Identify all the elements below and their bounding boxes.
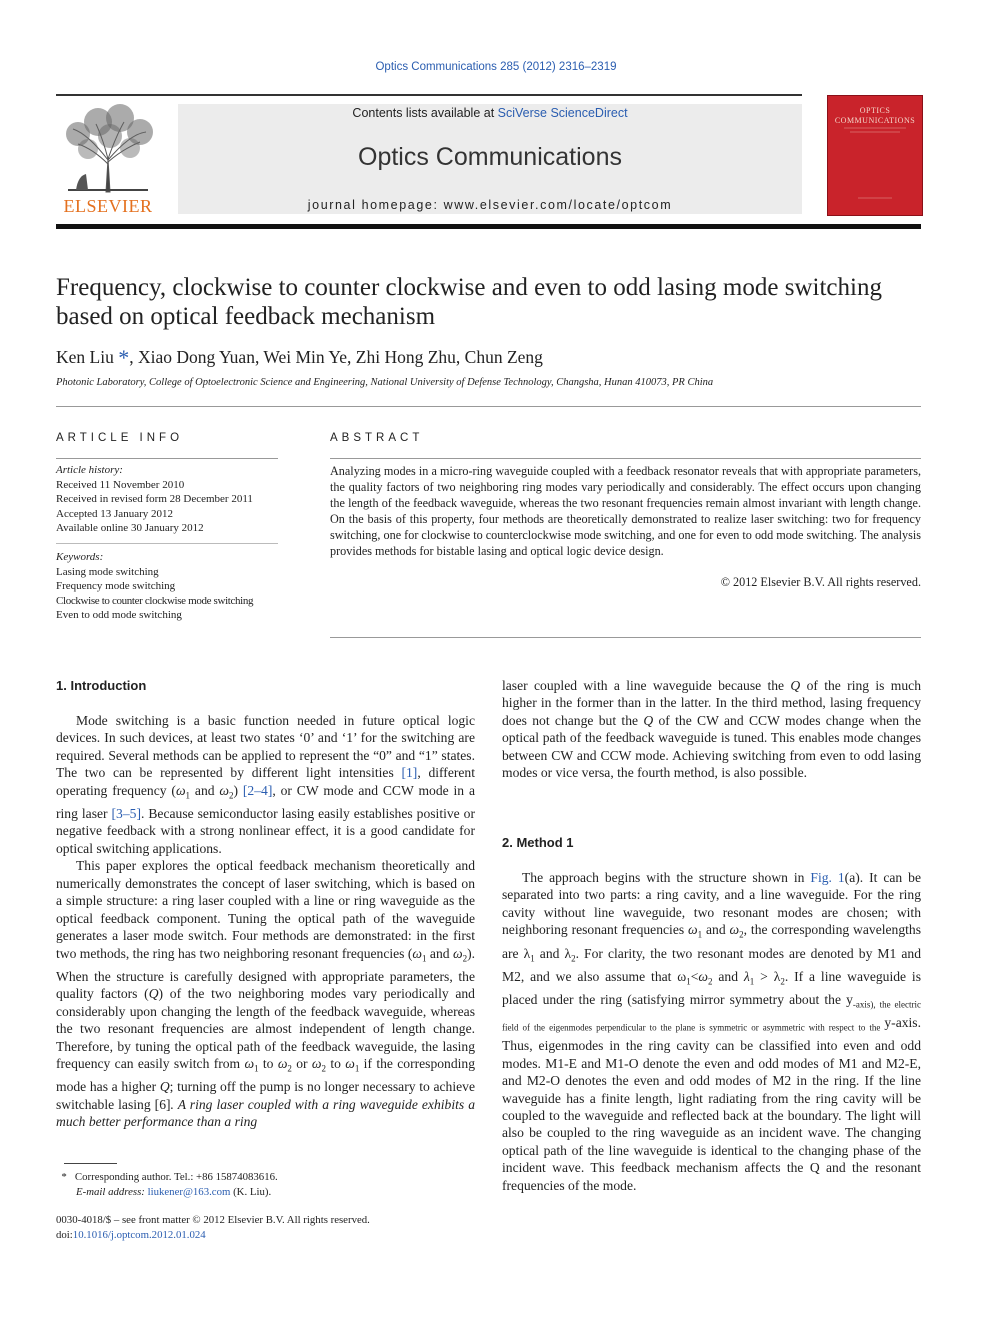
- math-symbol: ω: [412, 945, 423, 961]
- footnote-star: *: [61, 1171, 67, 1183]
- keywords: [56, 550, 286, 623]
- section-heading-method-1: 2. Method 1: [502, 835, 574, 850]
- math-symbol: Q: [159, 1079, 170, 1095]
- text-run: (a). It can be separated into two parts: a ring cavity, and a line waveguide. For the ring cavity without line waveguide, two resonant modes are chosen; with neighboring resonant frequencies: [502, 870, 921, 938]
- history-item: Accepted 13 January 2012: [56, 507, 173, 520]
- front-matter-line: 0030-4018/$ – see front matter © 2012 Elsevier B.V. All rights reserved.: [56, 1214, 370, 1226]
- subscript: 2: [287, 1063, 292, 1074]
- abstract-text: Analyzing modes in a micro-ring waveguide coupled with a feedback resonator reveals that with appropriate parameters, the quality factors of two neighboring ring modes vary periodically and considerably. The effect occurs upon changing the length of the feedback waveguide, whereas the two resonant frequencies remain almost invariant with length change. On the basis of this property, four methods are theoretically demonstrated to realize laser switching: two for frequency switching, one for clockwise to counterclockwise mode switching, and one for even to odd mode switching. The analysis provides methods for bistable lasing and optical logic device design.: [330, 464, 921, 558]
- email-note: [56, 1185, 486, 1200]
- text-run: . Because semiconductor lasing easily establishes positive or negative feedback with a strong nonlinear effect, it is a good candidate for optical switching applications.: [56, 805, 476, 856]
- text-run: , the corresponding wavelengths are: [502, 922, 921, 961]
- first-author[interactable]: Ken Liu: [56, 347, 114, 367]
- paragraph: [502, 869, 921, 1194]
- text-run: . If a line waveguide is placed under the ring (satisfying mirror symmetry about the: [502, 968, 921, 1007]
- contents-prefix: Contents lists available at: [352, 106, 498, 120]
- text-run: Q: [809, 1160, 820, 1176]
- journal-title[interactable]: Optics Communications: [358, 143, 622, 171]
- journal-cover-thumbnail[interactable]: [827, 95, 923, 216]
- body-column-left: [56, 712, 475, 1131]
- elsevier-tree-icon: [58, 104, 158, 194]
- article-info-heading: ARTICLE INFO: [56, 432, 184, 444]
- doi-line: [56, 1228, 486, 1243]
- section-heading-introduction: 1. Introduction: [56, 678, 147, 693]
- subscript: 2: [739, 930, 744, 941]
- paragraph: [56, 857, 475, 1130]
- keyword-item: Frequency mode switching: [56, 580, 176, 592]
- corresponding-text: Corresponding author. Tel.: +86 15874083616.: [74, 1171, 278, 1183]
- keyword-item: Lasing mode switching: [56, 565, 159, 578]
- abstract-copyright: © 2012 Elsevier B.V. All rights reserved.: [720, 575, 921, 589]
- text-run: to: [326, 1056, 346, 1072]
- math-symbol: ω: [219, 782, 230, 798]
- math-symbol: Q: [790, 678, 801, 693]
- body-column-right: [502, 677, 921, 782]
- abstract-bottom-rule: [330, 637, 921, 638]
- subscript: 1: [686, 976, 691, 987]
- article-info-rule: [56, 458, 278, 459]
- title-rule: [56, 406, 921, 407]
- math-symbol: ω: [311, 1056, 322, 1072]
- history-label: Article history:: [56, 464, 123, 476]
- email-label: E-mail address:: [76, 1186, 145, 1198]
- cover-title: [828, 106, 922, 126]
- article-history: [56, 463, 286, 536]
- math-symbol: λ: [743, 968, 750, 984]
- subscript: 1: [697, 930, 703, 941]
- text-run: >: [754, 968, 774, 984]
- text-run: and: [712, 968, 744, 984]
- text-run: laser coupled with a line waveguide because the: [502, 678, 791, 693]
- text-run: and: [702, 922, 730, 938]
- text-run: and: [190, 782, 220, 798]
- text-run: [6]: [154, 1096, 171, 1112]
- journal-homepage[interactable]: journal homepage: www.elsevier.com/locate/optcom: [307, 198, 673, 212]
- text-run: , or CW mode and CCW mode in a ring laser: [56, 782, 475, 821]
- math-symbol: ω: [688, 922, 698, 938]
- text-run: ) of the two neighboring modes vary periodically and considerably upon changing the length of the feedback waveguide, whereas the two resonant frequencies are almost independent of length change. Therefore, by tuning the optical path of the feedback waveguide, the lasing frequency can easily switch from: [56, 986, 475, 1072]
- text-run: and the resonant frequencies of the mode.: [502, 1160, 922, 1193]
- text-run: of the CW and CCW modes change when the optical path of the feedback waveguide is tuned. This enables mode changes between CW and CCW mode. Achieving switching from even to odd lasing modes or vice versa, the fourth method, is also possible.: [502, 712, 921, 781]
- text-run: of the ring is much higher in the former than in the latter. In the third method, lasing frequency does not change but the: [502, 678, 921, 728]
- cover-decoration-icon: [838, 126, 912, 206]
- text-run: y: [884, 1015, 892, 1031]
- subscript: 2: [708, 976, 713, 987]
- elsevier-wordmark: ELSEVIER: [63, 196, 153, 216]
- abstract-rule: [330, 458, 921, 459]
- text-run: ; turning off the pump is no longer necessary to achieve switchable lasing: [56, 1079, 475, 1112]
- text-run: and: [534, 945, 565, 961]
- text-run: λ: [773, 968, 781, 984]
- subscript: 1: [530, 953, 535, 964]
- subscript: 2: [571, 953, 576, 964]
- reference-link[interactable]: Fig. 1: [810, 870, 845, 885]
- text-run: ): [233, 782, 243, 798]
- math-symbol: . A ring laser coupled with a ring waveguide exhibits a much better performance than a ring: [56, 1096, 475, 1130]
- history-item: Received 11 November 2010: [56, 478, 185, 491]
- math-symbol: ω: [175, 782, 186, 798]
- math-symbol: ω: [277, 1056, 288, 1072]
- doi-link[interactable]: 10.1016/j.optcom.2012.01.024: [72, 1229, 206, 1241]
- paragraph: [56, 712, 475, 857]
- cover-title-line1: OPTICS: [859, 106, 891, 115]
- doi-label: doi:: [56, 1229, 73, 1241]
- subscript: 2: [462, 953, 468, 964]
- keyword-item: Clockwise to counter clockwise mode switching: [56, 594, 254, 607]
- subscript: 2: [780, 976, 785, 987]
- front-matter: [56, 1213, 486, 1243]
- text-run: y: [846, 991, 853, 1007]
- article-title: Frequency, clockwise to counter clockwise and even to odd lasing mode switching based on optical feedback mechanism: [56, 274, 882, 330]
- math-symbol: ω: [244, 1056, 255, 1072]
- footnote-rule: [64, 1163, 117, 1164]
- history-item: Received in revised form 28 December 2011: [56, 493, 253, 505]
- text-run: λ: [523, 945, 531, 961]
- other-authors: , Xiao Dong Yuan, Wei Min Ye, Zhi Hong Zhu, Chun Zeng: [129, 347, 543, 367]
- header-thick-rule: [56, 224, 921, 229]
- keyword-item: Even to odd mode switching: [56, 609, 182, 621]
- text-run: , different operating frequency (: [56, 765, 475, 798]
- math-symbol: ω: [698, 968, 709, 984]
- header-rule: [56, 94, 802, 96]
- journal-citation[interactable]: Optics Communications 285 (2012) 2316–2319: [375, 61, 617, 73]
- text-run: or: [291, 1056, 312, 1072]
- body-column-right-lower: [502, 869, 921, 1194]
- text-run: if the corresponding mode has a higher: [56, 1056, 476, 1095]
- footnote: [56, 1170, 486, 1200]
- affiliation: Photonic Laboratory, College of Optoelectronic Science and Engineering, National University of Defense Technology, Changsha, Hunan 410073, PR China: [56, 377, 714, 388]
- subscript: 2: [321, 1063, 327, 1074]
- corresponding-author-marker[interactable]: *: [118, 345, 130, 370]
- reference-link[interactable]: [1]: [401, 765, 418, 781]
- subscript: 1: [422, 953, 427, 964]
- text-run: Mode switching is a basic function needed in future optical logic devices. In such devices, at least two states ‘0’ and ‘1’ for the switching are required. Several methods can be applied to represent the “0” and “1” states. The two can be represented by different light intensities: [56, 713, 475, 781]
- email-suffix: (K. Liu).: [230, 1186, 272, 1198]
- author-list: [56, 345, 936, 371]
- text-run: <: [690, 968, 699, 984]
- reference-link[interactable]: [2–4]: [242, 782, 273, 798]
- text-run: The approach begins with the structure shown in: [522, 870, 811, 885]
- text-run: to: [258, 1056, 278, 1072]
- subscript: 1: [354, 1063, 360, 1074]
- email-link[interactable]: liukener@163.com: [147, 1186, 231, 1198]
- sciencedirect-link[interactable]: SciVerse ScienceDirect: [497, 106, 628, 120]
- text-run: This paper explores the optical feedback mechanism theoretically and numerically demonstrates the concept of laser switching, which is based on a simple structure: a ring laser coupled with a line or ring waveguide as the optical feedback component. Tuning the optical path of the waveguide generates a laser mode switch. Four methods are demonstrated: in the first two methods, the ring has two neighboring resonant frequencies (: [56, 858, 475, 961]
- abstract-heading: ABSTRACT: [330, 432, 424, 444]
- text-run: ). When the structure is carefully designed with appropriate parameters, the quality factors (: [56, 945, 475, 1002]
- cover-title-line2: COMMUNICATIONS: [834, 116, 916, 125]
- text-run: . For clarity, the two resonant modes are denoted by M1 and M2, and we also assume that: [502, 945, 921, 984]
- math-symbol: ω: [345, 1056, 355, 1072]
- reference-link[interactable]: [3–5]: [111, 805, 141, 821]
- math-symbol: ω: [452, 945, 463, 961]
- corresponding-author-note: [56, 1170, 486, 1185]
- subscript: 2: [229, 790, 234, 801]
- math-symbol: Q: [643, 712, 654, 728]
- text-run: and: [426, 945, 453, 961]
- history-item: Available online 30 January 2012: [56, 522, 204, 534]
- paragraph: [502, 677, 921, 782]
- elsevier-logo[interactable]: [56, 104, 160, 216]
- subscript: -axis), the electric field of the eigenmodes perpendicular to the plane is symmetric or asymmetric with respect to the: [502, 999, 921, 1033]
- subscript: 1: [185, 790, 191, 801]
- text-run: -axis. Thus, eigenmodes in the ring cavity can be classified into even and odd modes. M1-E and M1-O denote the even and odd modes of M1 and M2-E, and M2-O denotes the even and odd modes of M2 in the ring. If the line waveguide has a finite length, light radiating from the ring cavity will be coupled to the waveguide and reflected back at the boundary. The light will also be coupled to the ring waveguide as an incident wave. The changing optical path of the line waveguide is identical to the changing phase of the incident wave. This feedback mechanism affects the: [502, 1015, 921, 1176]
- subscript: 1: [254, 1063, 259, 1074]
- keywords-rule: [56, 543, 278, 544]
- text-run: ω: [677, 968, 687, 984]
- contents-line: [178, 106, 802, 120]
- math-symbol: Q: [148, 986, 159, 1002]
- keywords-label: Keywords:: [56, 551, 104, 563]
- subscript: 1: [749, 976, 755, 987]
- math-symbol: ω: [729, 922, 740, 938]
- text-run: λ: [564, 945, 572, 961]
